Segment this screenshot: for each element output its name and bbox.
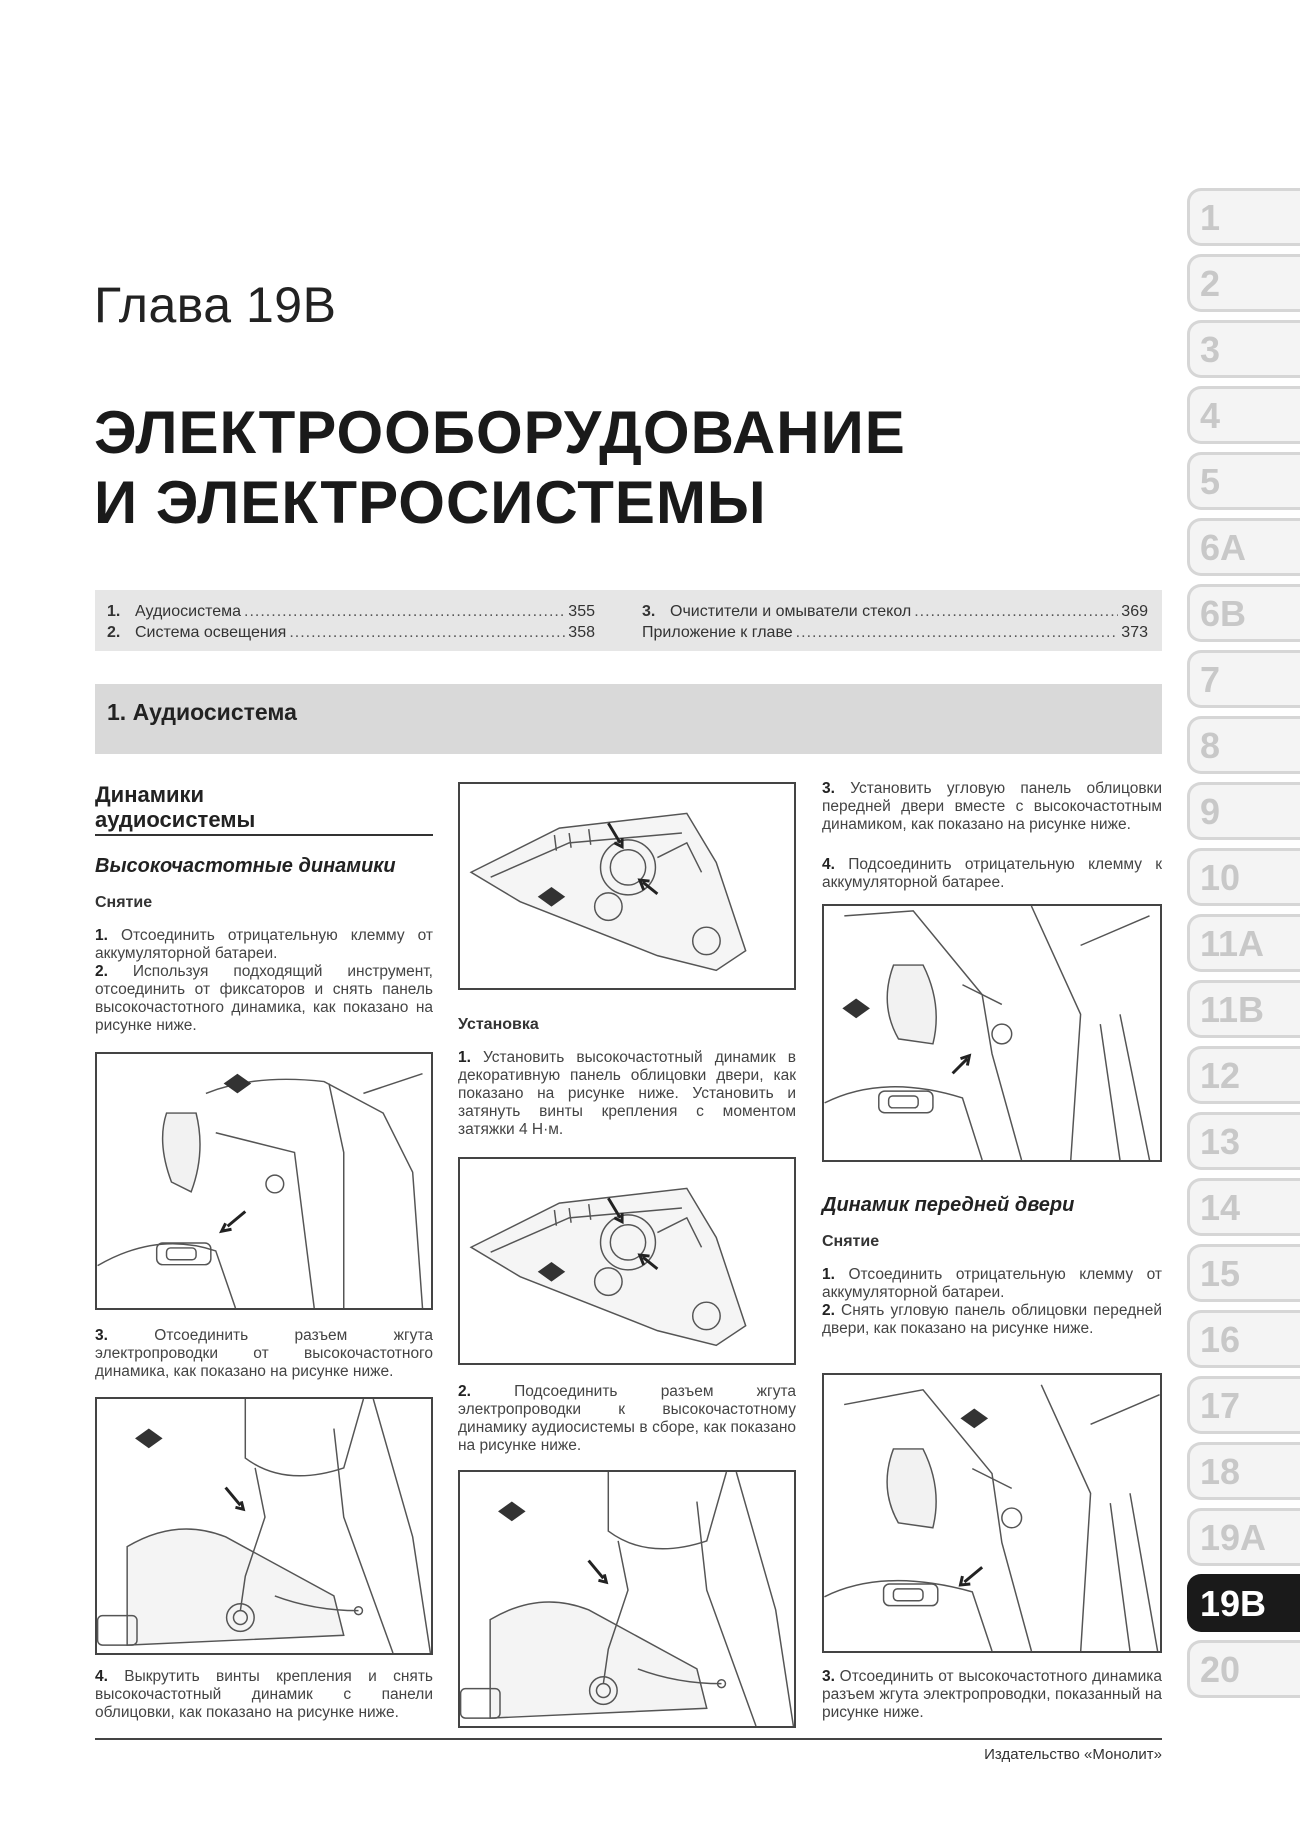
col1-subheading: Высокочастотные динамики bbox=[95, 855, 396, 877]
col3-removal-step-3: 3. Отсоединить от высокочастотного динамика разъем жгута электропроводки, показанный на рисунке ниже. bbox=[822, 1668, 1163, 1721]
tab-chapter-4[interactable]: 4 bbox=[1187, 386, 1300, 444]
tab-chapter-15[interactable]: 15 bbox=[1187, 1244, 1300, 1302]
tab-chapter-20[interactable]: 20 bbox=[1187, 1640, 1300, 1698]
tab-chapter-6a[interactable]: 6А bbox=[1187, 518, 1300, 576]
tab-chapter-12[interactable]: 12 bbox=[1187, 1046, 1300, 1104]
tab-chapter-17[interactable]: 17 bbox=[1187, 1376, 1300, 1434]
figure-front-door-speaker bbox=[822, 1373, 1162, 1653]
tab-chapter-11a[interactable]: 11А bbox=[1187, 914, 1300, 972]
col1-step-3: 3. Отсоединить разъем жгута электропроводки от высокочастотного динамика, как показано на рисунке ниже. bbox=[95, 1327, 433, 1380]
figure-tweeter-connector bbox=[95, 1397, 433, 1655]
tab-chapter-6b[interactable]: 6В bbox=[1187, 584, 1300, 642]
col1-step-1: 1. Отсоединить отрицательную клемму от аккумуляторной батареи. bbox=[95, 927, 433, 962]
heading-rule bbox=[95, 834, 433, 836]
figure-connector-install bbox=[458, 1470, 796, 1728]
toc-entry-page: 369 bbox=[1121, 603, 1148, 620]
toc-entry-label: Система освещения bbox=[135, 624, 287, 641]
tab-chapter-16[interactable]: 16 bbox=[1187, 1310, 1300, 1368]
col2-install-label: Установка bbox=[458, 1016, 539, 1033]
chapter-title bbox=[94, 398, 906, 538]
toc-leader-dots bbox=[914, 603, 1118, 621]
toc-entry-label: Приложение к главе bbox=[642, 624, 793, 641]
col1-step-2: 2. Используя подходящий инструмент, отсоединить от фиксаторов и снять панель высокочастотного динамика, как показано на рисунке ниже. bbox=[95, 963, 433, 1034]
tab-chapter-5[interactable]: 5 bbox=[1187, 452, 1300, 510]
tab-chapter-19a[interactable]: 19А bbox=[1187, 1508, 1300, 1566]
tweeter-panel-illustration bbox=[460, 784, 794, 988]
figure-tweeter-panel-install bbox=[458, 1157, 796, 1365]
col3-removal-label: Снятие bbox=[822, 1233, 880, 1250]
toc-column-right bbox=[642, 603, 1148, 645]
publisher-footer: Издательство «Монолит» bbox=[984, 1746, 1162, 1763]
col3-step-4: 4. Подсоединить отрицательную клемму к аккумуляторной батарее. bbox=[822, 856, 1163, 891]
figure-door-tweeter-removal bbox=[95, 1052, 433, 1310]
tab-chapter-10[interactable]: 10 bbox=[1187, 848, 1300, 906]
col1-removal-label: Снятие bbox=[95, 894, 153, 911]
col3-removal-step-1: 1. Отсоединить отрицательную клемму от аккумуляторной батареи. bbox=[822, 1266, 1162, 1301]
toc-entry[interactable] bbox=[107, 603, 595, 624]
toc-entry-label: Очистители и омыватели стекол bbox=[670, 603, 912, 620]
connector-install-illustration bbox=[460, 1472, 794, 1726]
toc-entry-number: 1. bbox=[107, 603, 121, 620]
toc-column-left bbox=[107, 603, 595, 645]
toc-entry-number: 3. bbox=[642, 603, 656, 620]
col2-step-2: 2. Подсоединить разъем жгута электропроводки к высокочастотному динамику аудиосистемы в сборе, как показано на рисунке ниже. bbox=[458, 1383, 796, 1454]
tab-chapter-13[interactable]: 13 bbox=[1187, 1112, 1300, 1170]
front-door-speaker-illustration bbox=[824, 1375, 1160, 1651]
tab-chapter-19b[interactable]: 19В bbox=[1187, 1574, 1300, 1632]
col2-step-1: 1. Установить высокочастотный динамик в декоративную панель облицовки двери, как показано на рисунке ниже. Установить и затянуть винты крепления с моментом затяжки 4 Н·м. bbox=[458, 1049, 796, 1138]
footer-rule bbox=[95, 1738, 1162, 1740]
tweeter-panel-install-illustration bbox=[460, 1159, 794, 1363]
figure-tweeter-panel-top bbox=[458, 782, 796, 990]
figure-corner-panel-install bbox=[822, 904, 1162, 1162]
toc-entry-page: 373 bbox=[1121, 624, 1148, 641]
chapter-title-line-2: И ЭЛЕКТРОСИСТЕМЫ bbox=[94, 469, 767, 537]
toc-entry[interactable] bbox=[642, 624, 1148, 645]
toc-leader-dots bbox=[244, 603, 565, 621]
door-illustration bbox=[97, 1054, 431, 1308]
tab-chapter-9[interactable]: 9 bbox=[1187, 782, 1300, 840]
toc-entry-number: 2. bbox=[107, 624, 121, 641]
toc-entry-page: 355 bbox=[568, 603, 595, 620]
toc-leader-dots bbox=[289, 624, 565, 642]
tab-chapter-14[interactable]: 14 bbox=[1187, 1178, 1300, 1236]
chapter-title-line-1: ЭЛЕКТРООБОРУДОВАНИЕ bbox=[94, 399, 906, 466]
tab-chapter-8[interactable]: 8 bbox=[1187, 716, 1300, 774]
tab-chapter-2[interactable]: 2 bbox=[1187, 254, 1300, 312]
toc-entry-label: Аудиосистема bbox=[135, 603, 242, 620]
table-of-contents bbox=[95, 590, 1162, 651]
tab-chapter-7[interactable]: 7 bbox=[1187, 650, 1300, 708]
tab-chapter-18[interactable]: 18 bbox=[1187, 1442, 1300, 1500]
section-title: 1. Аудиосистема bbox=[107, 699, 297, 725]
tab-chapter-1[interactable]: 1 bbox=[1187, 188, 1300, 246]
section-header bbox=[95, 684, 1162, 754]
connector-illustration bbox=[97, 1399, 431, 1653]
col3-step-3: 3. Установить угловую панель облицовки передней двери вместе с высокочастотным динамиком, как показано на рисунке ниже. bbox=[822, 780, 1162, 833]
corner-panel-illustration bbox=[824, 906, 1160, 1160]
toc-entry[interactable] bbox=[642, 603, 1148, 624]
col3-subheading: Динамик передней двери bbox=[822, 1194, 1075, 1216]
toc-entry[interactable] bbox=[107, 624, 595, 645]
tab-chapter-3[interactable]: 3 bbox=[1187, 320, 1300, 378]
col1-step-4: 4. Выкрутить винты крепления и снять высокочастотный динамик с панели облицовки, как показано на рисунке ниже. bbox=[95, 1668, 433, 1721]
col3-removal-step-2: 2. Снять угловую панель облицовки передней двери, как показано на рисунке ниже. bbox=[822, 1302, 1162, 1337]
chapter-label: Глава 19В bbox=[94, 277, 337, 333]
tab-chapter-11b[interactable]: 11В bbox=[1187, 980, 1300, 1038]
toc-leader-dots bbox=[796, 624, 1119, 642]
col1-heading: Динамики аудиосистемы bbox=[95, 782, 256, 833]
toc-entry-page: 358 bbox=[568, 624, 595, 641]
